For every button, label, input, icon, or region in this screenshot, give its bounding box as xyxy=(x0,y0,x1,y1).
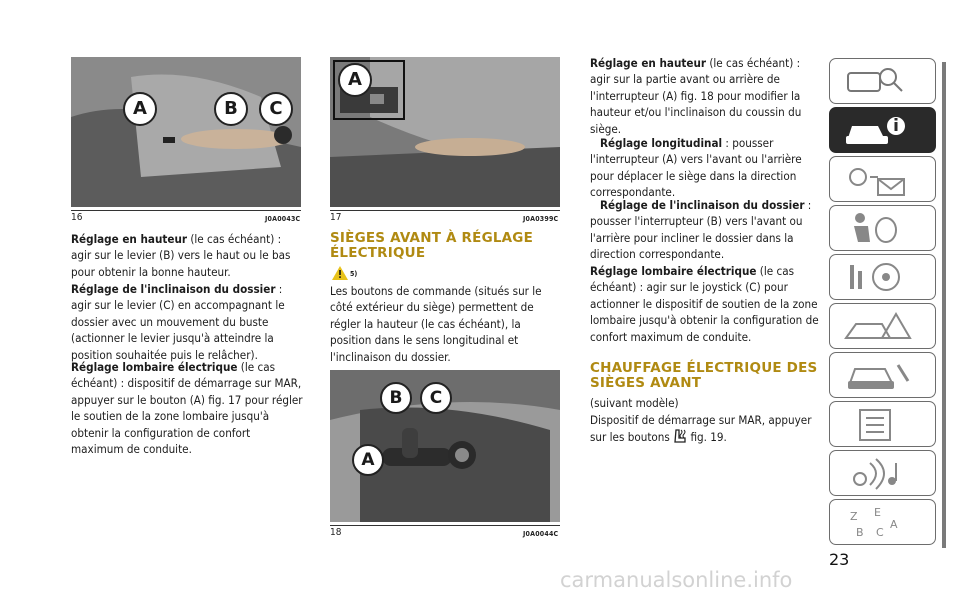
callout-a: A xyxy=(352,444,384,476)
figure-16-photo xyxy=(71,57,301,207)
tab-steering[interactable] xyxy=(829,254,936,300)
svg-text:Z: Z xyxy=(850,510,858,523)
col1-paragraph-2 xyxy=(71,281,303,363)
col1-p2-bold: Réglage de l'inclinaison du dossier xyxy=(71,282,276,296)
col3-p6-text: Dispositif de démarrage sur MAR, appuyer sur les boutons xyxy=(590,413,812,445)
warning-reference: 5) xyxy=(350,270,358,278)
callout-b: B xyxy=(214,92,248,126)
tab-car-service[interactable] xyxy=(829,352,936,398)
callout-b: B xyxy=(380,382,412,414)
figure-17-photo xyxy=(330,57,560,207)
page-number: 23 xyxy=(829,550,850,569)
col3-paragraph-4 xyxy=(590,263,822,345)
figure-16-number: 16 xyxy=(71,212,83,223)
tab-airbag[interactable] xyxy=(829,205,936,251)
figure-18-number: 18 xyxy=(330,527,342,538)
figure-17-number: 17 xyxy=(330,212,342,223)
col1-paragraph-3 xyxy=(71,359,303,457)
col1-p3-bold: Réglage lombaire électrique xyxy=(71,360,238,374)
section-heading-electric-seats: SIÈGES AVANT À RÉGLAGE ÉLECTRIQUE xyxy=(330,230,534,261)
col1-paragraph-1 xyxy=(71,231,303,280)
callout-a: A xyxy=(338,63,372,97)
tab-index[interactable] xyxy=(829,499,936,545)
col1-p1-bold: Réglage en hauteur xyxy=(71,232,188,246)
figure-17-rule xyxy=(330,210,560,211)
callout-a: A xyxy=(123,92,157,126)
col3-paragraph-1 xyxy=(590,55,822,137)
seat-lever-illustration xyxy=(71,57,301,207)
col3-p2-bold: Réglage longitudinal xyxy=(600,136,723,150)
tab-dashboard[interactable] xyxy=(829,58,936,104)
figure-16-code: J0A0043C xyxy=(265,215,301,223)
figure-17-code: J0A0399C xyxy=(523,215,559,223)
svg-text:B: B xyxy=(856,526,864,539)
tab-warning-road[interactable] xyxy=(829,303,936,349)
section-heading-seat-heating: CHAUFFAGE ÉLECTRIQUE DES SIÈGES AVANT xyxy=(590,360,818,391)
figure-18-code: J0A0044C xyxy=(523,530,559,538)
watermark: carmanualsonline.info xyxy=(560,568,793,592)
svg-text:C: C xyxy=(876,526,884,539)
col3-p3-text: : pousser l'interrupteur (B) vers l'avant ou l'arrière pour incliner le dossier dans la direction correspondante. xyxy=(590,198,812,262)
col3-p2-text: : pousser l'interrupteur (A) vers l'avant ou l'arrière pour déplacer le siège dans la direction correspondante. xyxy=(590,136,802,200)
callout-c: C xyxy=(420,382,452,414)
tab-media[interactable] xyxy=(829,450,936,496)
col3-p1-bold: Réglage en hauteur xyxy=(590,56,707,70)
col3-paragraph-3 xyxy=(590,197,822,263)
col3-p3-bold: Réglage de l'inclinaison du dossier xyxy=(600,198,805,212)
warning-icon xyxy=(332,265,348,279)
svg-text:E: E xyxy=(874,506,881,519)
col3-paragraph-6 xyxy=(590,412,822,446)
col1-p2-text: : agir sur le levier (C) en accompagnant le dossier avec un mouvement du buste (actionner le levier jusqu'à atteindre la position souhaitée puis le relâcher). xyxy=(71,282,285,362)
sidebar-rule xyxy=(942,62,946,548)
col2-paragraph-1: Les boutons de commande (situés sur le côté extérieur du siège) permettent de régler la hauteur (le cas échéant), la position dans le sens longitudinal et l'inclinaison du dossier. xyxy=(330,284,542,364)
tab-checklist[interactable] xyxy=(829,401,936,447)
seat-heater-icon xyxy=(673,428,687,444)
col3-paragraph-2 xyxy=(590,135,822,201)
tab-car-info[interactable] xyxy=(829,107,936,153)
figure-16-rule xyxy=(71,210,301,211)
col3-p1-text: (le cas échéant) : agir sur la partie avant ou arrière de l'interrupteur (A) fig. 18 pour modifier la hauteur et/ou l'inclinaison du coussin du siège. xyxy=(590,56,802,136)
figure-18-rule xyxy=(330,525,560,526)
col3-paragraph-5: (suivant modèle) xyxy=(590,396,679,410)
tab-lights[interactable] xyxy=(829,156,936,202)
figure-18-photo xyxy=(330,370,560,522)
col1-p1-text: (le cas échéant) : agir sur le levier (B) vers le haut ou le bas pour obtenir la bonne hauteur. xyxy=(71,232,291,279)
col3-p6-end: fig. 19. xyxy=(690,430,727,445)
col3-p4-bold: Réglage lombaire électrique xyxy=(590,264,757,278)
col1-p3-text: (le cas échéant) : dispositif de démarrage sur MAR, appuyer sur le bouton (A) fig. 17 pour régler le soutien de la zone lombaire jusqu'à obtenir la configuration de confort maximum de conduite. xyxy=(71,360,303,457)
col3-p4-text: (le cas échéant) : agir sur le joystick (C) pour actionner le dispositif de soutien de la zone lombaire jusqu'à obtenir la configuration de confort maximum de conduite. xyxy=(590,264,819,344)
svg-text:A: A xyxy=(890,518,898,531)
callout-c: C xyxy=(259,92,293,126)
